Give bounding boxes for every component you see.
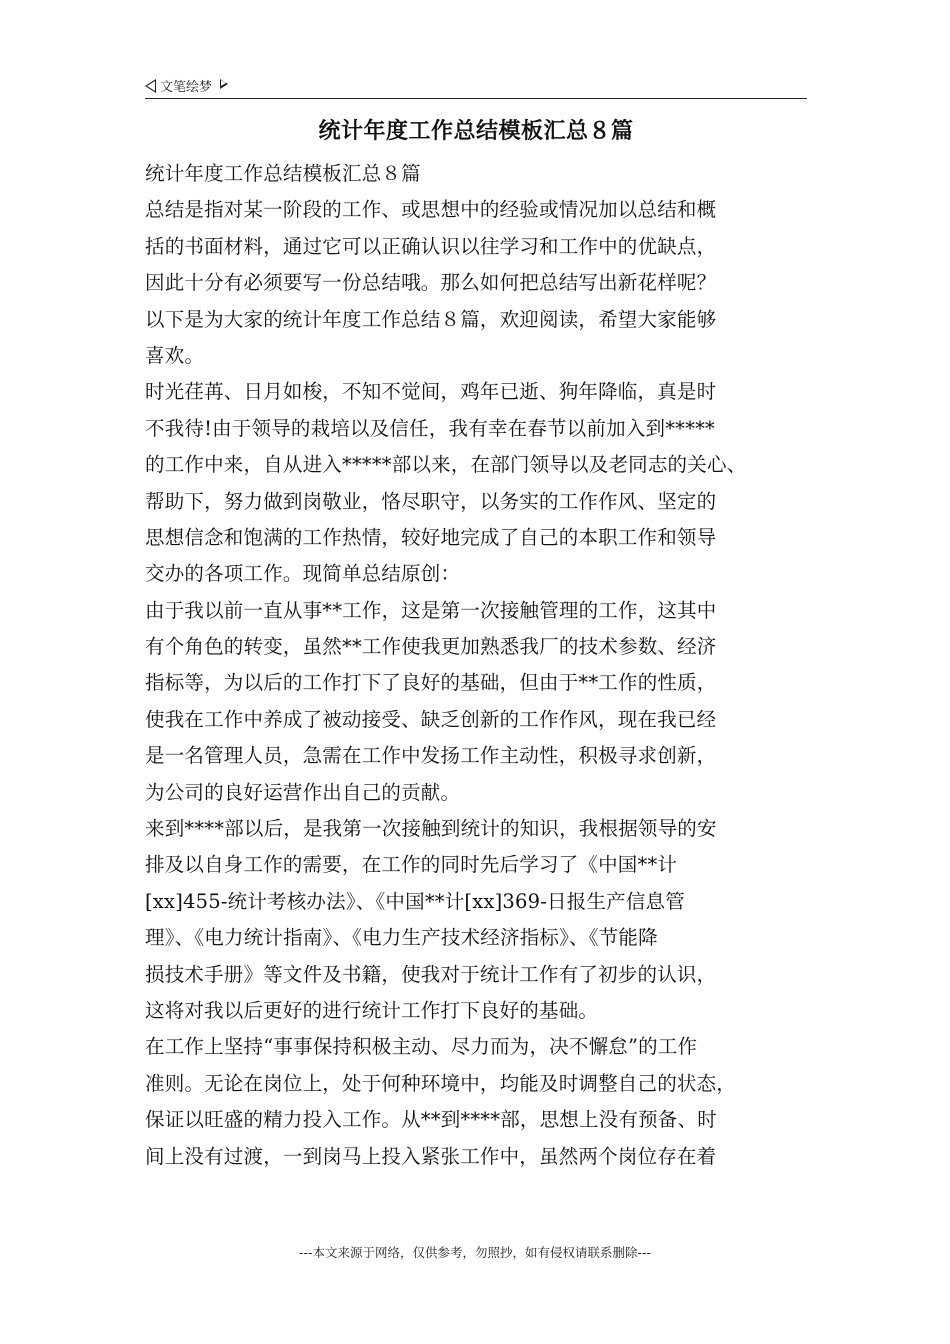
body-line: 时光荏苒、日月如梭，不知不觉间，鸡年已逝、狗年降临，真是时 — [145, 380, 717, 404]
page-header — [145, 74, 807, 99]
body-line: 准则。无论在岗位上，处于何种环境中，均能及时调整自己的状态， — [145, 1071, 737, 1095]
body-line: 为公司的良好运营作出自己的贡献。 — [145, 780, 461, 804]
document-body — [145, 156, 817, 1175]
body-line: 思想信念和饱满的工作热情，较好地完成了自己的本职工作和领导 — [145, 525, 717, 549]
body-line: 理》、《电力统计指南》、《电力生产技术经济指标》、《节能降 — [145, 926, 658, 950]
body-line: 排及以自身工作的需要，在工作的同时先后学习了《中国**计 — [145, 853, 678, 877]
body-line: 帮助下，努力做到岗敬业，恪尽职守，以务实的工作作风、坚定的 — [145, 489, 717, 513]
body-line: 统计年度工作总结模板汇总８篇 — [145, 162, 421, 185]
body-line: 喜欢。 — [145, 343, 205, 367]
body-line: 不我待!由于领导的栽培以及信任，我有幸在春节以前加入到***** — [145, 416, 715, 440]
body-line: 由于我以前一直从事**工作，这是第一次接触管理的工作，这其中 — [145, 598, 717, 622]
body-line: 这将对我以后更好的进行统计工作打下良好的基础。 — [145, 998, 599, 1022]
triangle-left-icon — [145, 79, 156, 93]
triangle-right-icon — [220, 79, 228, 89]
body-line: 的工作中来，自从进入*****部以来，在部门领导以及老同志的关心、 — [145, 453, 747, 477]
body-line: 来到****部以后，是我第一次接触到统计的知识，我根据领导的安 — [145, 817, 717, 841]
body-line: 指标等，为以后的工作打下了良好的基础，但由于**工作的性质， — [145, 671, 717, 695]
document-title: 统计年度工作总结模板汇总８篇 — [318, 119, 634, 144]
body-line: 总结是指对某一阶段的工作、或思想中的经验或情况加以总结和概 — [145, 198, 717, 222]
body-line: 括的书面材料，通过它可以正确认识以往学习和工作中的优缺点， — [145, 234, 717, 258]
body-line: 以下是为大家的统计年度工作总结８篇，欢迎阅读，希望大家能够 — [145, 307, 717, 331]
body-line: 保证以旺盛的精力投入工作。从**到****部，思想上没有预备、时 — [145, 1108, 717, 1132]
body-line: 是一名管理人员，急需在工作中发扬工作主动性，积极寻求创新， — [145, 744, 717, 768]
page-footer: ---本文来源于网络，仅供参考，勿照抄，如有侵权请联系删除--- — [298, 1245, 652, 1260]
body-line: 间上没有过渡，一到岗马上投入紧张工作中，虽然两个岗位存在着 — [145, 1144, 717, 1168]
body-line: 交办的各项工作。现简单总结原创： — [145, 562, 461, 586]
body-line: 有个角色的转变，虽然**工作使我更加熟悉我厂的技术参数、经济 — [145, 635, 717, 659]
header-brand — [145, 76, 228, 95]
body-line: 损技术手册》等文件及书籍，使我对于统计工作有了初步的认识， — [145, 962, 717, 986]
brand-text: 文笔绘梦 — [160, 80, 213, 95]
body-line: [xx]455-统计考核办法》、《中国**计[xx]369-日报生产信息管 — [145, 889, 685, 913]
body-line: 因此十分有必须要写一份总结哦。那么如何把总结写出新花样呢？ — [145, 271, 717, 295]
body-line: 使我在工作中养成了被动接受、缺乏创新的工作作风，现在我已经 — [145, 707, 717, 731]
body-line: 在工作上坚持“事事保持积极主动、尽力而为，决不懈怠”的工作 — [145, 1035, 698, 1059]
